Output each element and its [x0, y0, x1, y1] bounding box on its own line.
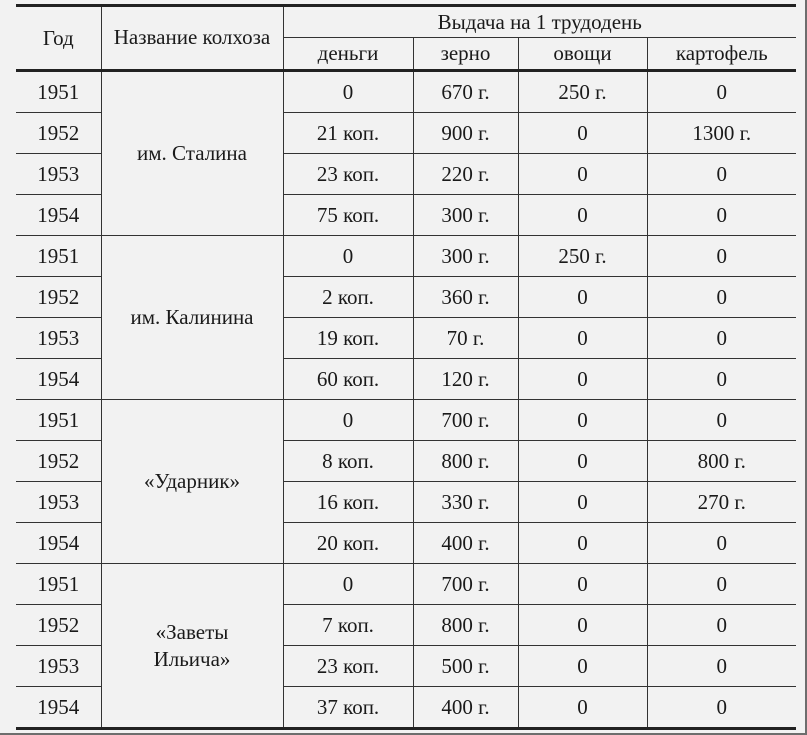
cell-money: 75 коп.: [283, 195, 413, 236]
cell-money: 0: [283, 71, 413, 113]
cell-money: 0: [283, 564, 413, 605]
cell-money: 23 коп.: [283, 154, 413, 195]
cell-potatoes: 0: [647, 195, 796, 236]
cell-potatoes: 0: [647, 646, 796, 687]
cell-grain: 300 г.: [413, 195, 518, 236]
cell-grain: 800 г.: [413, 441, 518, 482]
cell-grain: 360 г.: [413, 277, 518, 318]
cell-vegetables: 0: [518, 277, 647, 318]
cell-year: 1954: [16, 195, 101, 236]
header-grain: зерно: [413, 38, 518, 71]
cell-vegetables: 0: [518, 482, 647, 523]
cell-grain: 800 г.: [413, 605, 518, 646]
cell-money: 37 коп.: [283, 687, 413, 729]
cell-grain: 400 г.: [413, 523, 518, 564]
cell-vegetables: 0: [518, 113, 647, 154]
cell-year: 1952: [16, 277, 101, 318]
cell-grain: 300 г.: [413, 236, 518, 277]
cell-vegetables: 0: [518, 523, 647, 564]
cell-year: 1954: [16, 687, 101, 729]
header-group-per-workday: Выдача на 1 трудодень: [283, 6, 796, 38]
cell-money: 16 коп.: [283, 482, 413, 523]
cell-potatoes: 0: [647, 564, 796, 605]
cell-potatoes: 0: [647, 318, 796, 359]
cell-year: 1952: [16, 441, 101, 482]
cell-farm-name: им. Калинина: [101, 236, 283, 400]
cell-potatoes: 270 г.: [647, 482, 796, 523]
cell-potatoes: 800 г.: [647, 441, 796, 482]
cell-potatoes: 0: [647, 687, 796, 729]
cell-potatoes: 0: [647, 400, 796, 441]
cell-vegetables: 0: [518, 441, 647, 482]
cell-money: 21 коп.: [283, 113, 413, 154]
cell-grain: 400 г.: [413, 687, 518, 729]
cell-vegetables: 0: [518, 195, 647, 236]
cell-grain: 70 г.: [413, 318, 518, 359]
cell-year: 1953: [16, 646, 101, 687]
cell-money: 2 коп.: [283, 277, 413, 318]
cell-potatoes: 0: [647, 236, 796, 277]
cell-money: 60 коп.: [283, 359, 413, 400]
cell-year: 1953: [16, 154, 101, 195]
cell-vegetables: 0: [518, 687, 647, 729]
cell-grain: 500 г.: [413, 646, 518, 687]
cell-money: 7 коп.: [283, 605, 413, 646]
cell-vegetables: 0: [518, 400, 647, 441]
cell-year: 1954: [16, 359, 101, 400]
cell-money: 0: [283, 236, 413, 277]
cell-money: 8 коп.: [283, 441, 413, 482]
cell-money: 23 коп.: [283, 646, 413, 687]
cell-farm-name: «Ударник»: [101, 400, 283, 564]
table-row: [16, 71, 796, 113]
cell-potatoes: 0: [647, 277, 796, 318]
cell-vegetables: 0: [518, 646, 647, 687]
cell-grain: 220 г.: [413, 154, 518, 195]
cell-farm-name: им. Сталина: [101, 71, 283, 236]
header-vegetables: овощи: [518, 38, 647, 71]
cell-grain: 700 г.: [413, 400, 518, 441]
cell-year: 1951: [37, 79, 80, 104]
cell-year: 1951: [16, 400, 101, 441]
cell-year: 1954: [16, 523, 101, 564]
table-row: [16, 236, 796, 277]
cell-vegetables: 250 г.: [518, 71, 647, 113]
cell-year: 1952: [16, 113, 101, 154]
cell-grain: 900 г.: [413, 113, 518, 154]
cell-year: 1952: [16, 605, 101, 646]
cell-grain: 120 г.: [413, 359, 518, 400]
cell-grain: 330 г.: [413, 482, 518, 523]
cell-potatoes: 0: [647, 154, 796, 195]
header-potatoes: картофель: [647, 38, 796, 71]
kolkhoz-payments-table: [16, 4, 796, 730]
header-farm-name: Название колхоза: [101, 6, 283, 71]
cell-money: 19 коп.: [283, 318, 413, 359]
header-year: Год: [16, 6, 101, 71]
cell-potatoes: 0: [647, 71, 796, 113]
cell-farm-name: «Заветы Ильича»: [101, 564, 283, 729]
cell-money: 0: [283, 400, 413, 441]
cell-money: 20 коп.: [283, 523, 413, 564]
cell-potatoes: 0: [647, 359, 796, 400]
header-money: деньги: [283, 38, 413, 71]
table-row: [16, 564, 796, 605]
cell-grain: 670 г.: [413, 71, 518, 113]
cell-vegetables: 0: [518, 564, 647, 605]
cell-year: 1951: [16, 564, 101, 605]
table-body: [16, 71, 796, 729]
cell-vegetables: 0: [518, 359, 647, 400]
cell-vegetables: 0: [518, 154, 647, 195]
table-row: [16, 400, 796, 441]
cell-year: 1953: [16, 318, 101, 359]
cell-vegetables: 0: [518, 318, 647, 359]
cell-potatoes: 0: [647, 523, 796, 564]
cell-vegetables: 250 г.: [518, 236, 647, 277]
cell-potatoes: 0: [647, 605, 796, 646]
cell-vegetables: 0: [518, 605, 647, 646]
cell-year: 1951: [16, 236, 101, 277]
cell-year: 1953: [16, 482, 101, 523]
cell-grain: 700 г.: [413, 564, 518, 605]
cell-potatoes: 1300 г.: [647, 113, 796, 154]
